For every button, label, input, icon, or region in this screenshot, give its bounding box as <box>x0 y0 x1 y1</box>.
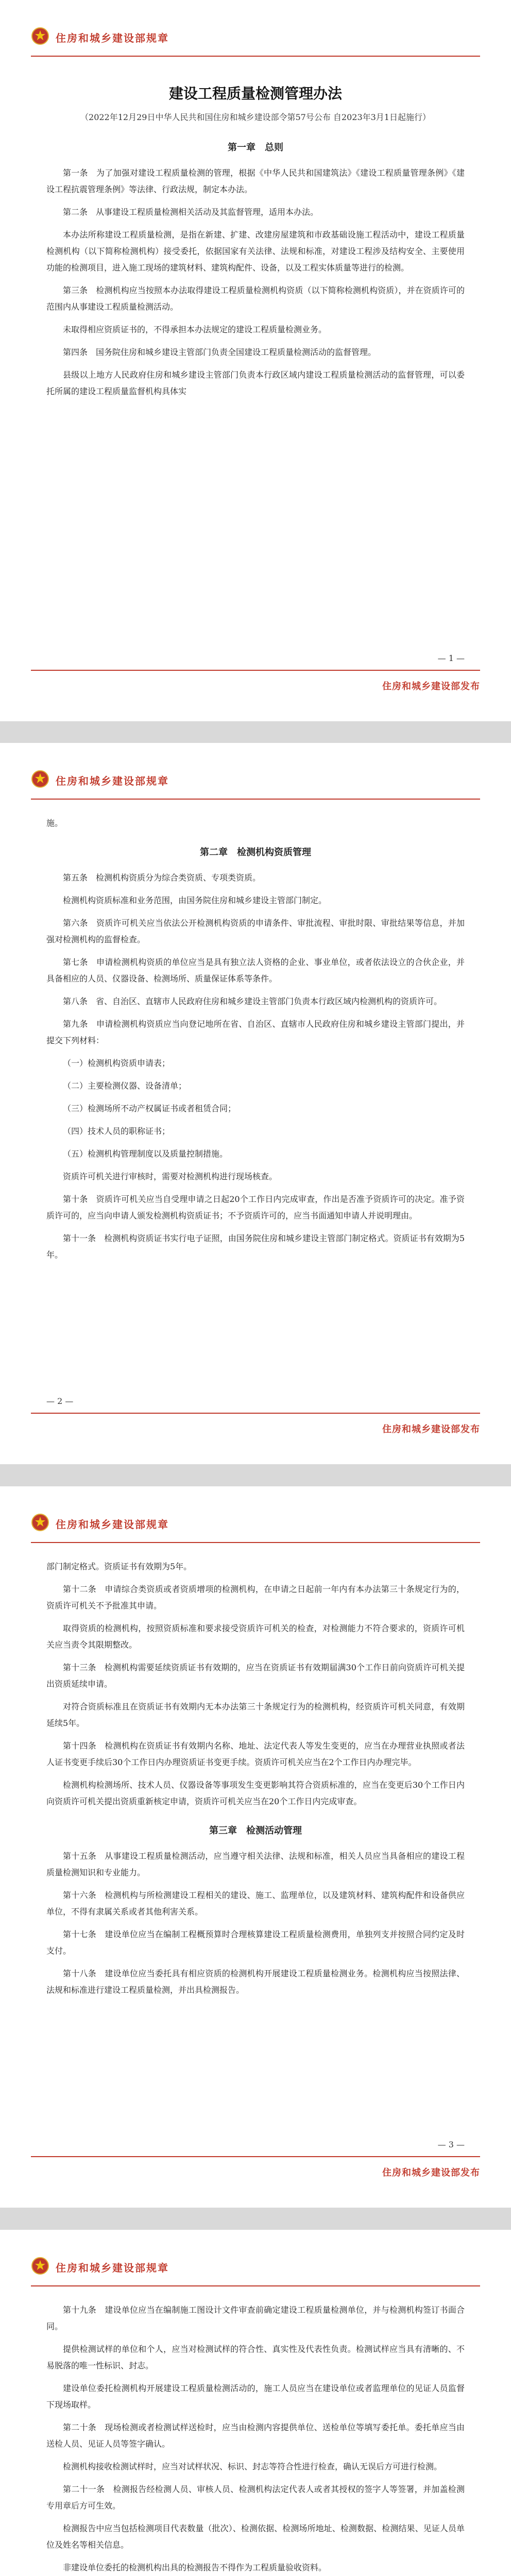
page-header <box>31 2255 480 2286</box>
paragraph: 第六条 资质许可机关应当依法公开检测机构资质的申请条件、审批流程、审批时限、审批结果等信息，并加强对检测机构的监督检查。 <box>46 918 465 944</box>
national-emblem-icon <box>31 27 49 45</box>
footer-divider <box>31 1413 480 1414</box>
paragraph: 建设单位委托检测机构开展建设工程质量检测活动的，施工人员应当在建设单位或者监理单位的见证人员监督下现场取样。 <box>46 2383 465 2410</box>
national-emblem-icon <box>31 1513 49 1532</box>
document-title: 建设工程质量检测管理办法 <box>168 85 342 102</box>
paragraph: 取得资质的检测机构，按照资质标准和要求接受资质许可机关的检查，对检测能力不符合要求的，资质许可机关应当责令其限期整改。 <box>46 1623 465 1650</box>
paragraph: 第一条 为了加强对建设工程质量检测的管理，根据《中华人民共和国建筑法》《建设工程质量管理条例》《建设工程抗震管理条例》等法律、行政法规，制定本办法。 <box>46 168 465 194</box>
paragraph: 第五条 检测机构资质分为综合类资质、专项类资质。 <box>63 873 261 883</box>
page-content <box>46 815 465 1269</box>
header-title: 住房和城乡建设部规章 <box>56 32 169 44</box>
page-header <box>31 25 480 57</box>
header-title: 住房和城乡建设部规章 <box>56 2262 169 2274</box>
paragraph-continuation: 部门制定格式。资质证书有效期为5年。 <box>46 1562 192 1571</box>
paragraph: 第七条 申请检测机构资质的单位应当是具有独立法人资格的企业、事业单位，或者依法设立的合伙企业，并具备相应的人员、仪器设备、检测场所、质量保证体系等条件。 <box>46 957 465 984</box>
paragraph: 第十九条 建设单位应当在编制施工图设计文件审查前确定建设工程质量检测单位，并与检测机构签订书面合同。 <box>46 2305 465 2331</box>
paragraph: 第十条 资质许可机关应当自受理申请之日起20个工作日内完成审查，作出是否准予资质许可的决定。准予资质许可的，应当向申请人颁发检测机构资质证书；不予资质许可的，应当书面通知申请人并说明理由。 <box>46 1194 465 1221</box>
paragraph: 检测机构检测场所、技术人员、仪器设备等事项发生变更影响其符合资质标准的，应当在变更后30个工作日内向资质许可机关提出资质重新核定申请，资质许可机关应当在20个工作日内完成审查。 <box>46 1780 465 1806</box>
national-emblem-icon <box>31 2257 49 2275</box>
footer-title: 住房和城乡建设部发布 <box>382 2167 480 2178</box>
document-page <box>0 1486 511 2208</box>
footer-title: 住房和城乡建设部发布 <box>382 681 480 692</box>
header-title: 住房和城乡建设部规章 <box>56 775 169 787</box>
chapter-heading: 第二章 检测机构资质管理 <box>200 847 311 858</box>
page-content <box>46 2302 465 2576</box>
paragraph: （一）检测机构资质申请表； <box>63 1058 171 1068</box>
paragraph: 对符合资质标准且在资质证书有效期内无本办法第三十条规定行为的检测机构，经资质许可机关同意，有效期延续5年。 <box>46 1702 465 1728</box>
paragraph: 第十七条 建设单位应当在编制工程概预算时合理核算建设工程质量检测费用，单独列支并按照合同约定及时支付。 <box>46 1929 465 1956</box>
paragraph: 检测机构资质标准和业务范围，由国务院住房和城乡建设主管部门制定。 <box>63 895 327 905</box>
paragraph: 县级以上地方人民政府住房和城乡建设主管部门负责本行政区域内建设工程质量检测活动的监督管理，可以委托所属的建设工程质量监督机构具体实 <box>46 370 465 396</box>
paragraph: 第四条 国务院住房和城乡建设主管部门负责全国建设工程质量检测活动的监督管理。 <box>63 347 377 357</box>
page-content <box>46 1558 465 2005</box>
paragraph: 第十八条 建设单位应当委托具有相应资质的检测机构开展建设工程质量检测业务。检测机构应当按照法律、法规和标准进行建设工程质量检测，并出具检测报告。 <box>46 1969 465 1995</box>
page-header <box>31 768 480 800</box>
page-header <box>31 1511 480 1543</box>
footer-title: 住房和城乡建设部发布 <box>382 1424 480 1435</box>
paragraph: 未取得相应资质证书的，不得承担本办法规定的建设工程质量检测业务。 <box>63 325 327 334</box>
header-title: 住房和城乡建设部规章 <box>56 1518 169 1531</box>
paragraph: 资质许可机关进行审核时，需要对检测机构进行现场核查。 <box>63 1172 278 1181</box>
paragraph: 第十六条 检测机构与所检测建设工程相关的建设、施工、监理单位，以及建筑材料、建筑构配件和设备供应单位，不得有隶属关系或者其他利害关系。 <box>46 1890 465 1917</box>
paragraph: 第十五条 从事建设工程质量检测活动，应当遵守相关法律、法规和标准，相关人员应当具备相应的建设工程质量检测知识和专业能力。 <box>46 1851 465 1877</box>
paragraph: 第十三条 检测机构需要延续资质证书有效期的，应当在资质证书有效期届满30个工作日前向资质许可机关提出资质延续申请。 <box>46 1663 465 1689</box>
page-content <box>46 72 465 406</box>
paragraph: 第十一条 检测机构资质证书实行电子证照，由国务院住房和城乡建设主管部门制定格式。资质证书有效期为5年。 <box>46 1233 465 1260</box>
national-emblem-icon <box>31 770 49 788</box>
document-page <box>0 0 511 721</box>
paragraph: 第十二条 申请综合类资质或者资质增项的检测机构，在申请之日起前一年内有本办法第三十条规定行为的，资质许可机关不予批准其申请。 <box>46 1584 465 1611</box>
paragraph: 提供检测试样的单位和个人，应当对检测试样的符合性、真实性及代表性负责。检测试样应当具有清晰的、不易脱落的唯一性标识、封志。 <box>46 2344 465 2370</box>
document-page <box>0 743 511 1464</box>
paragraph: （五）检测机构管理制度以及质量控制措施。 <box>63 1149 228 1159</box>
document-page <box>0 2230 511 2576</box>
footer-divider <box>31 670 480 671</box>
chapter-heading: 第一章 总则 <box>228 142 283 153</box>
paragraph-continuation: 施。 <box>46 818 63 828</box>
paragraph: 第二十条 现场检测或者检测试样送检时，应当由检测内容提供单位、送检单位等填写委托单。委托单应当由送检人员、见证人员等签字确认。 <box>46 2422 465 2449</box>
paragraph: 本办法所称建设工程质量检测，是指在新建、扩建、改建房屋建筑和市政基础设施工程活动中，建设工程质量检测机构（以下简称检测机构）接受委托，依据国家有关法律、法规和标准，对建设工程涉及结构安全、主要使用功能的检测项目，进入施工现场的建筑材料、建筑构配件、设备，以及工程实体质量等进行的检测。 <box>46 230 465 273</box>
paragraph: （四）技术人员的职称证书； <box>63 1126 171 1136</box>
footer-divider <box>31 2156 480 2157</box>
page-number: — 2 — <box>46 1396 74 1406</box>
page-number: — 3 — <box>437 2140 465 2149</box>
paragraph: 第九条 申请检测机构资质应当向登记地所在省、自治区、直辖市人民政府住房和城乡建设主管部门提出，并提交下列材料： <box>46 1019 465 1045</box>
paragraph: 第十四条 检测机构在资质证书有效期内名称、地址、法定代表人等发生变更的，应当在办理营业执照或者法人证书变更手续后30个工作日内办理资质证书变更手续。资质许可机关应当在2个工作日内办理完毕。 <box>46 1741 465 1767</box>
paragraph: 第二条 从事建设工程质量检测相关活动及其监督管理，适用本办法。 <box>63 207 319 217</box>
chapter-heading: 第三章 检测活动管理 <box>209 1825 302 1836</box>
paragraph: （三）检测场所不动产权属证书或者租赁合同； <box>63 1104 236 1113</box>
page-number: — 1 — <box>437 653 465 663</box>
paragraph: 第二十一条 检测报告经检测人员、审核人员、检测机构法定代表人或者其授权的签字人等签署，并加盖检测专用章后方可生效。 <box>46 2484 465 2511</box>
paragraph: 非建设单位委托的检测机构出具的检测报告不得作为工程质量验收资料。 <box>63 2563 327 2572</box>
paragraph: 检测机构接收检测试样时，应当对试样状况、标识、封志等符合性进行检查，确认无误后方可进行检测。 <box>63 2462 442 2471</box>
document-subtitle: （2022年12月29日中华人民共和国住房和城乡建设部令第57号公布 自2023年3月1日起施行） <box>80 112 431 122</box>
paragraph: （二）主要检测仪器、设备清单； <box>63 1081 187 1091</box>
paragraph: 检测报告中应当包括检测项目代表数量（批次）、检测依据、检测场所地址、检测数据、检测结果、见证人员单位及姓名等相关信息。 <box>46 2523 465 2550</box>
paragraph: 第三条 检测机构应当按照本办法取得建设工程质量检测机构资质（以下简称检测机构资质），并在资质许可的范围内从事建设工程质量检测活动。 <box>46 285 465 312</box>
paragraph: 第八条 省、自治区、直辖市人民政府住房和城乡建设主管部门负责本行政区域内检测机构的资质许可。 <box>63 996 442 1006</box>
